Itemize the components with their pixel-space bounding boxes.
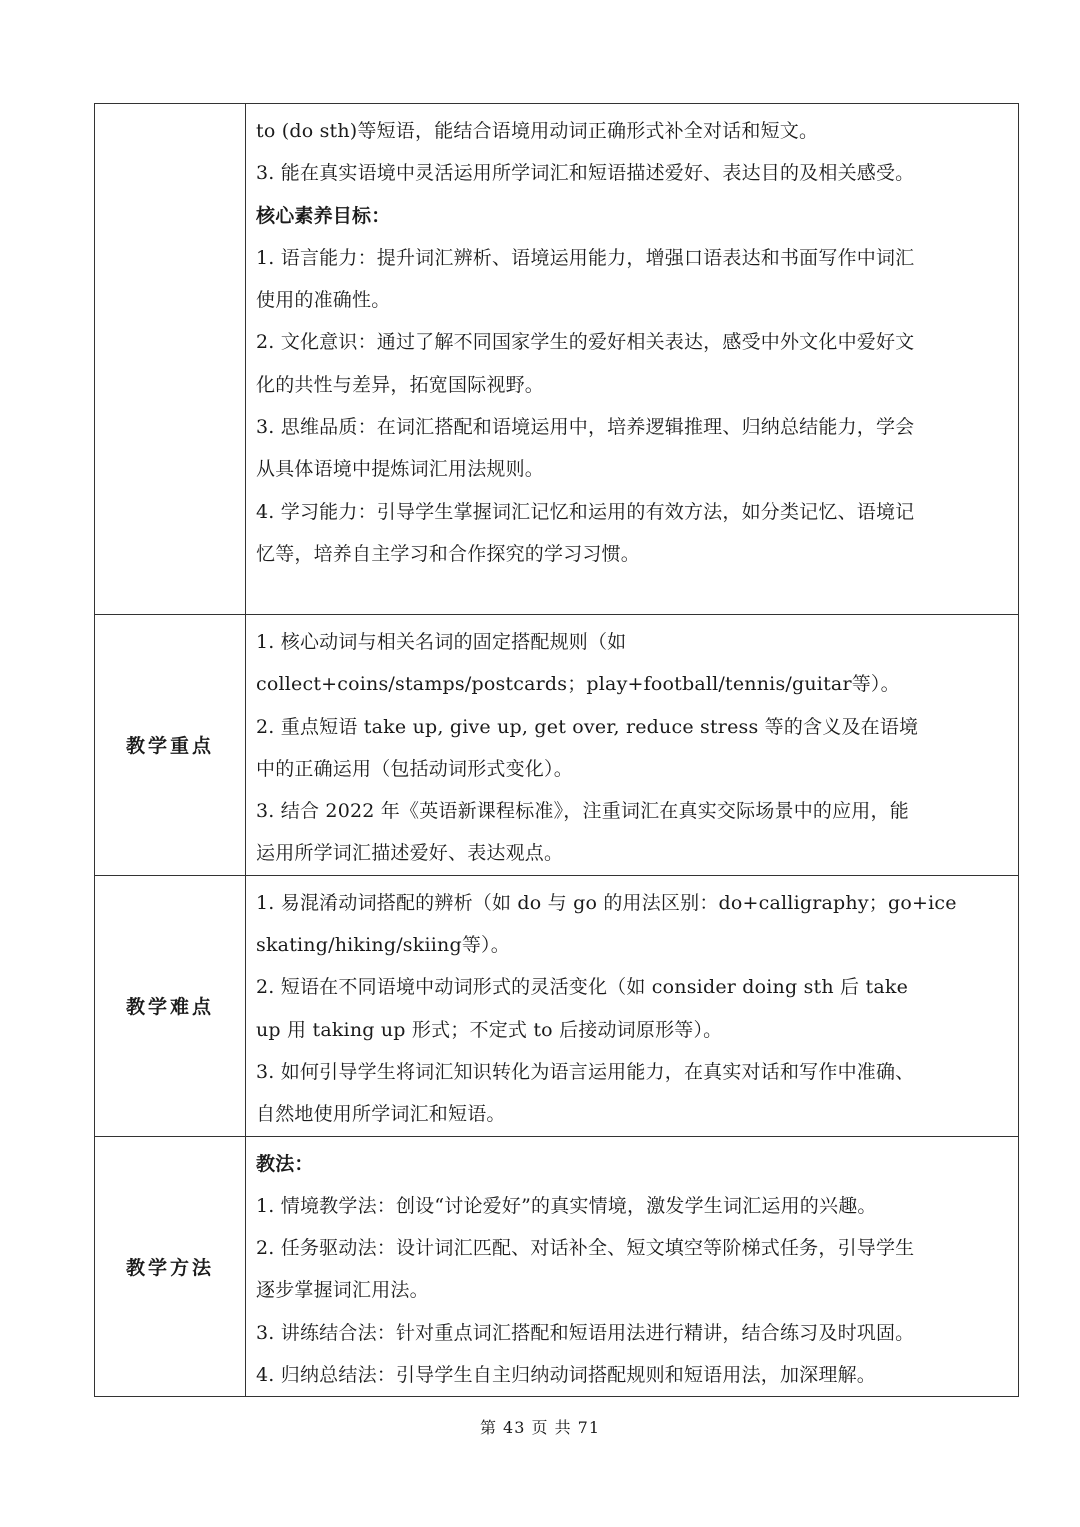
objectives-content xyxy=(246,104,1019,615)
key-points-content xyxy=(246,615,1019,876)
text-line: 从具体语境中提炼词汇用法规则。 xyxy=(256,458,545,481)
text-line: 2. 任务驱动法：设计词汇匹配、对话补全、短文填空等阶梯式任务，引导学生 xyxy=(256,1237,915,1260)
key-points-label: 教学重点 xyxy=(95,615,246,876)
text-line: 2. 短语在不同语境中动词形式的灵活变化（如 consider doing sth 后 take xyxy=(256,976,909,999)
section-heading: 教法： xyxy=(256,1152,314,1175)
text-line: 3. 结合 2022 年《英语新课程标准》，注重词汇在真实交际场景中的应用，能 xyxy=(256,800,909,823)
difficulties-row xyxy=(95,875,1019,1136)
section-heading: 核心素养目标： xyxy=(256,204,391,227)
objectives-row xyxy=(95,104,1019,615)
text-line: collect+coins/stamps/postcards；play+football/tennis/guitar等）。 xyxy=(256,673,900,696)
text-line: 运用所学词汇描述爱好、表达观点。 xyxy=(256,842,564,865)
difficulties-content xyxy=(246,875,1019,1136)
key-points-row xyxy=(95,615,1019,876)
text-line: 自然地使用所学词汇和短语。 xyxy=(256,1103,506,1126)
text-line: 1. 语言能力：提升词汇辨析、语境运用能力，增强口语表达和书面写作中词汇 xyxy=(256,246,915,269)
text-line: 3. 讲练结合法：针对重点词汇搭配和短语用法进行精讲，结合练习及时巩固。 xyxy=(256,1321,915,1344)
text-line: 4. 归纳总结法：引导学生自主归纳动词搭配规则和短语用法，加深理解。 xyxy=(256,1364,876,1387)
text-line: 3. 思维品质：在词汇搭配和语境运用中，培养逻辑推理、归纳总结能力，学会 xyxy=(256,416,915,439)
lesson-plan-table xyxy=(94,103,1019,1397)
text-line: 忆等，培养自主学习和合作探究的学习习惯。 xyxy=(256,542,641,565)
methods-content xyxy=(246,1136,1019,1397)
text-line: skating/hiking/skiing等）。 xyxy=(256,934,510,957)
text-line: 1. 易混淆动词搭配的辨析（如 do 与 go 的用法区别：do+calligraphy；go+ice xyxy=(256,891,957,914)
text-line: 1. 情境教学法：创设“讨论爱好”的真实情境，激发学生词汇运用的兴趣。 xyxy=(256,1194,877,1217)
text-line: 1. 核心动词与相关名词的固定搭配规则（如 xyxy=(256,631,627,653)
text-line: 3. 能在真实语境中灵活运用所学词汇和短语描述爱好、表达目的及相关感受。 xyxy=(256,162,915,185)
text-line: 4. 学习能力：引导学生掌握词汇记忆和运用的有效方法，如分类记忆、语境记 xyxy=(256,500,915,523)
methods-label: 教学方法 xyxy=(95,1136,246,1397)
page-number-footer: 第 43 页 共 71 xyxy=(479,1418,601,1437)
methods-row xyxy=(95,1136,1019,1397)
text-line: 逐步掌握词汇用法。 xyxy=(256,1279,429,1302)
text-line: up 用 taking up 形式；不定式 to 后接动词原形等）。 xyxy=(256,1018,723,1041)
objectives-label xyxy=(95,104,246,615)
difficulties-label: 教学难点 xyxy=(95,875,246,1136)
text-line: 2. 重点短语 take up, give up, get over, reduce stress 等的含义及在语境 xyxy=(256,715,919,738)
text-line: 3. 如何引导学生将词汇知识转化为语言运用能力，在真实对话和写作中准确、 xyxy=(256,1060,915,1083)
text-line: 2. 文化意识：通过了解不同国家学生的爱好相关表达，感受中外文化中爱好文 xyxy=(256,331,915,354)
text-line: 使用的准确性。 xyxy=(256,289,391,312)
text-line: 化的共性与差异，拓宽国际视野。 xyxy=(256,373,545,396)
text-line: 中的正确运用（包括动词形式变化）。 xyxy=(256,757,573,780)
text-line: to (do sth)等短语，能结合语境用动词正确形式补全对话和短文。 xyxy=(256,120,819,142)
